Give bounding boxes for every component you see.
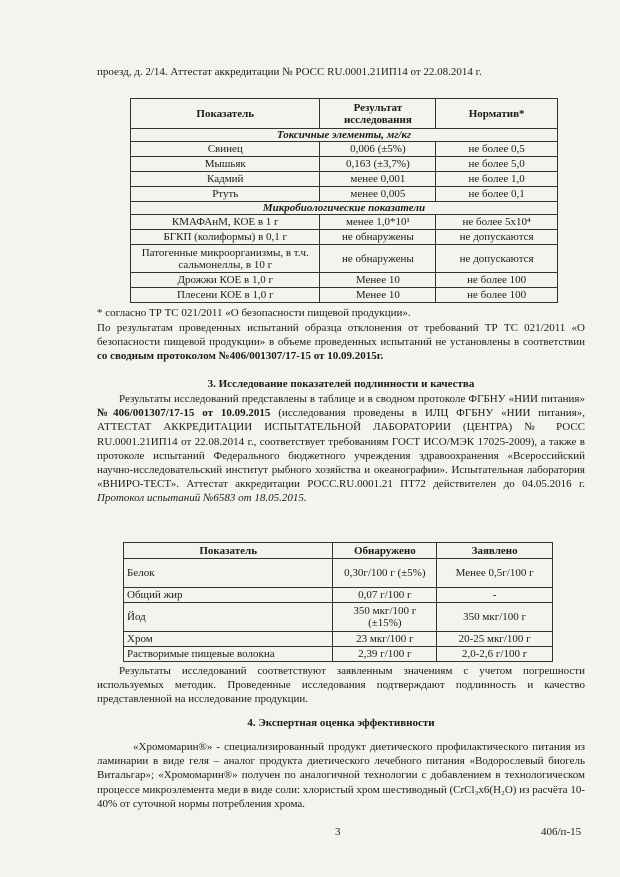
table-cell: 23 мкг/100 г — [333, 632, 437, 647]
top-line: проезд, д. 2/14. Аттестат аккредитации № РОСС RU.0001.21ИП14 от 22.08.2014 г. — [97, 66, 482, 78]
table-cell: БГКП (колиформы) в 0,1 г — [131, 230, 320, 245]
table-cell: не обнаружены — [320, 230, 436, 245]
section-3-protocol: №406/001307/17-15 от 10.09.2015 — [97, 407, 271, 420]
section-3-italic: Протокол испытаний №6583 от 18.05.2015. — [97, 492, 307, 505]
table-cell: 20-25 мкг/100 г — [437, 632, 553, 647]
table-cell: не более 100 — [436, 273, 558, 288]
table-cell: не обнаружены — [320, 245, 436, 273]
table-row — [131, 288, 558, 303]
table-cell: Ртуть — [131, 187, 320, 202]
table-row — [124, 559, 553, 588]
document-code: 406/п-15 — [541, 826, 582, 838]
table-cell: не более 0,1 — [436, 187, 558, 202]
conclusion-text: По результатам проведенных испытаний образца отклонения от требований ТР ТС 021/2011 «О безопасности пищевой продукции» в объеме проведенных испытаний не установлены в соответствии — [97, 322, 585, 349]
section-3-heading: 3. Исследование показателей подлинности и качества — [207, 378, 475, 390]
table-row — [124, 632, 553, 647]
table-cell: Мышьяк — [131, 157, 320, 172]
table-cell: Менее 0,5г/100 г — [437, 559, 553, 588]
table-cell: Менее 10 — [320, 288, 436, 303]
table-cell: Белок — [124, 559, 333, 588]
section-3-summary: Результаты исследований соответствуют заявленным значениям с учетом погрешности используемых методик. Проведенные исследования подтверждают подлинность и качество представленной на исследование продукции. — [97, 665, 585, 706]
table-cell: Свинец — [131, 142, 320, 157]
table-cell: не более 0,5 — [436, 142, 558, 157]
table-row — [131, 172, 558, 187]
table-cell: КМАФАнМ, КОЕ в 1 г — [131, 215, 320, 230]
section-3-text-b: (исследования проведены в ИЛЦ ФГБНУ «НИИ питания», АТТЕСТАТ АККРЕДИТАЦИИ ИСПЫТАТЕЛЬНОЙ ЛАБОРАТОРИИ (ЦЕНТРА) № РОСС RU.0001.21ИП14 от 22.08.2014 г., соответствует требованиям ГОСТ ИСО/МЭК 17025-2009), а также в протоколе испытаний Федерального бюджетного учреждения здравоохранения «Всероссийский научно-исследовательский институт рыбного хозяйства и океанографии». Испытательная лаборатория «ВНИРО-ТЕСТ». Аттестат аккредитации РОСС.RU.0001.21 ПТ72 действителен до 04.05.2016 г. — [97, 407, 585, 491]
section-3-paragraph — [97, 392, 585, 506]
table-cell: Плесени КОЕ в 1,0 г — [131, 288, 320, 303]
section-4-heading: 4. Экспертная оценка эффективности — [247, 717, 435, 729]
table-cell: 2,0-2,6 г/100 г — [437, 647, 553, 662]
table-row — [131, 230, 558, 245]
table-cell: Йод — [124, 603, 333, 632]
section-3-text-a: Результаты исследований представлены в таблице и в сводном протоколе ФГБНУ «НИИ питания» — [119, 393, 585, 405]
conclusion-paragraph — [97, 321, 585, 364]
group-row — [131, 202, 558, 215]
header-cell: Норматив* — [436, 99, 558, 129]
table-row — [124, 603, 553, 632]
table-cell: 0,07 г/100 г — [333, 588, 437, 603]
header-cell: Показатель — [131, 99, 320, 129]
table-cell: 0,30г/100 г (±5%) — [333, 559, 437, 588]
safety-table — [130, 98, 558, 303]
table-cell: Хром — [124, 632, 333, 647]
table-cell: Кадмий — [131, 172, 320, 187]
group-label: Микробиологические показатели — [131, 202, 558, 215]
table-row — [131, 142, 558, 157]
table-row — [131, 245, 558, 273]
table-cell: Дрожжи КОЕ в 1,0 г — [131, 273, 320, 288]
table-row — [124, 647, 553, 662]
table-cell: не более 100 — [436, 288, 558, 303]
table-cell: менее 0,005 — [320, 187, 436, 202]
group-label: Токсичные элементы, мг/кг — [131, 129, 558, 142]
table-cell: 2,39 г/100 г — [333, 647, 437, 662]
table-row — [131, 273, 558, 288]
table-row — [131, 215, 558, 230]
section-4-paragraph: «Хромомарин®» - специализированный продукт диетического профилактического питания из ламинарии в виде геля – аналог продукта диетического лечебного питания «Водорослевый биогель Витальгар»; «Хромомарин®» получен по аналогичной технологии с добавлением в технологическом процессе микроэлемента меди в виде соли: хлористый хром шестиводный (CrCl₃х6(H₂O) из расчёта 10-40% от суточной нормы потребления хрома. — [97, 741, 585, 810]
footnote: * согласно ТР ТС 021/2011 «О безопасности пищевой продукции». — [97, 307, 411, 319]
table-cell: Растворимые пищевые волокна — [124, 647, 333, 662]
table-row — [124, 588, 553, 603]
table-row — [131, 187, 558, 202]
quality-table — [123, 542, 553, 662]
table-cell: не более 5,0 — [436, 157, 558, 172]
header-cell: Обнаружено — [333, 543, 437, 559]
table-cell: Общий жир — [124, 588, 333, 603]
table-cell: 0,006 (±5%) — [320, 142, 436, 157]
group-row — [131, 129, 558, 142]
table-cell: менее 0,001 — [320, 172, 436, 187]
header-cell: Показатель — [124, 543, 333, 559]
conclusion-protocol: со сводным протоколом №406/001307/17-15 от 10.09.2015г. — [97, 350, 384, 363]
table-cell: 350 мкг/100 г — [437, 603, 553, 632]
table-cell: 350 мкг/100 г (±15%) — [333, 603, 437, 632]
table-cell: не допускаются — [436, 245, 558, 273]
table-cell: не допускаются — [436, 230, 558, 245]
table-header-row — [131, 99, 558, 129]
table-cell: Менее 10 — [320, 273, 436, 288]
header-cell: Заявлено — [437, 543, 553, 559]
table-cell: Патогенные микроорганизмы, в т.ч. сальмонеллы, в 10 г — [131, 245, 320, 273]
header-cell: Результат исследования — [320, 99, 436, 129]
page-number: 3 — [335, 826, 341, 838]
table-cell: не более 5х10⁴ — [436, 215, 558, 230]
table-row — [131, 157, 558, 172]
table-cell: менее 1,0*10¹ — [320, 215, 436, 230]
table-cell: - — [437, 588, 553, 603]
table-cell: не более 1,0 — [436, 172, 558, 187]
table-header-row — [124, 543, 553, 559]
table-cell: 0,163 (±3,7%) — [320, 157, 436, 172]
